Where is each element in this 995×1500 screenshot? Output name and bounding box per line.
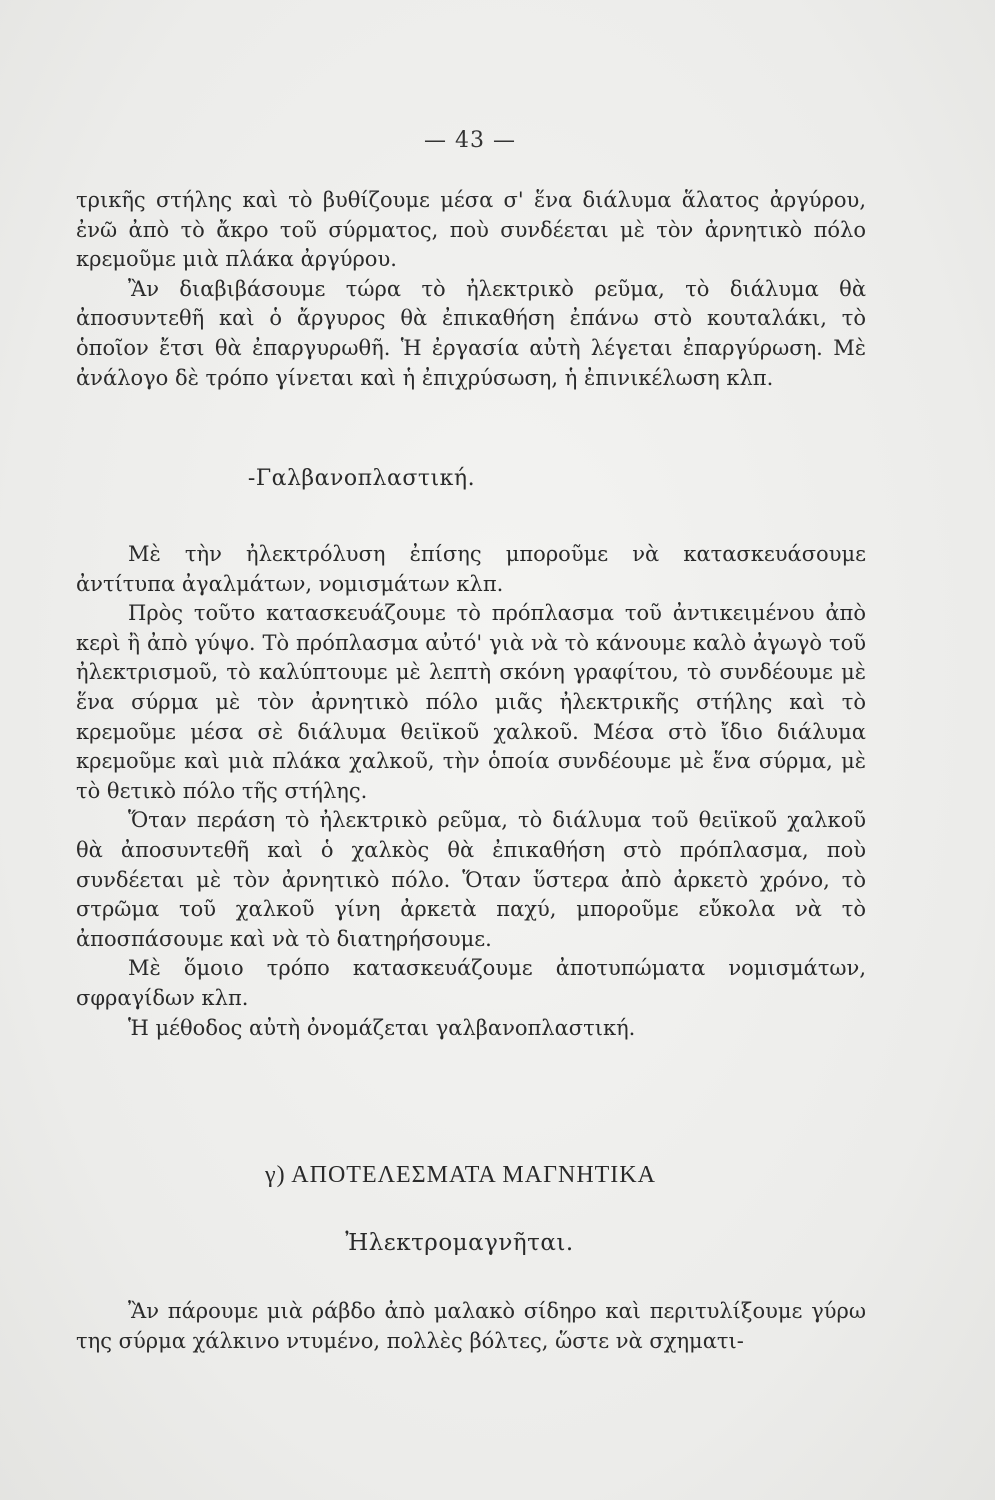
page-number: — 43 — [424, 128, 516, 153]
magnetic-effects-heading: γ) ΑΠΟΤΕΛΕΣΜΑΤΑ ΜΑΓΝΗΤΙΚΑ [265, 1162, 656, 1188]
galvano-method-paragraph: Ἡ μέθοδος αὐτὴ ὀνομάζεται γαλβανοπλαστική. [128, 1015, 636, 1040]
galvanoplasty-text-block [76, 540, 866, 1043]
galvano-coins-paragraph: Μὲ ὅμοιο τρόπο κατασκευάζουμε ἀποτυπώματα νομισμάτων, σφραγίδων κλπ. [76, 956, 866, 1010]
galvano-intro-paragraph: Μὲ τὴν ἠλεκτρόλυση ἐπίσης μποροῦμε νὰ κατασκευάσουμε ἀντίτυπα ἀγαλμάτων, νομισμάτων κλπ. [76, 542, 866, 596]
electromagnets-heading: Ἠλεκτρομαγνῆται. [345, 1230, 574, 1256]
continued-paragraph: τρικῆς στήλης καὶ τὸ βυθίζουμε μέσα σ' ἕνα διάλυμα ἅλατος ἀργύρου, ἐνῶ ἀπὸ τὸ ἄκρο τοῦ σύρματος, ποὺ συνδέεται μὲ τὸν ἀρνητικὸ πόλο κρεμοῦμε μιὰ πλάκα ἀργύρου. [76, 188, 866, 272]
electromagnets-text-block [76, 1297, 866, 1356]
electromagnets-paragraph: Ἂν πάρουμε μιὰ ράβδο ἀπὸ μαλακὸ σίδηρο καὶ περιτυλίξουμε γύρω της σύρμα χάλκινο ντυμένο, πολλὲς βόλτες, ὥστε νὰ σχηματι- [76, 1299, 866, 1353]
galvanoplasty-heading: -Γαλβανοπλαστική. [247, 466, 476, 491]
galvano-current-paragraph: Ὅταν περάση τὸ ἠλεκτρικὸ ρεῦμα, τὸ διάλυμα τοῦ θειϊκοῦ χαλκοῦ θὰ ἀποσυντεθῆ καὶ ὁ χαλκὸς θὰ ἐπικαθήση στὸ πρόπλασμα, ποὺ συνδέεται μὲ τὸν ἀρνητικὸ πόλο. Ὅταν ὕστερα ἀπὸ ἀρκετὸ χρόνο, τὸ στρῶμα τοῦ χαλκοῦ γίνη ἀρκετὰ παχύ, μποροῦμε εὔκολα νὰ τὸ ἀποσπάσουμε καὶ νὰ τὸ διατηρήσουμε. [76, 808, 866, 951]
silver-plating-paragraph: Ἂν διαβιβάσουμε τώρα τὸ ἠλεκτρικὸ ρεῦμα, τὸ διάλυμα θὰ ἀποσυντεθῆ καὶ ὁ ἄργυρος θὰ ἐπικαθήση ἐπάνω στὸ κουταλάκι, τὸ ὁποῖον ἔτσι θὰ ἐπαργυρωθῆ. Ἡ ἐργασία αὐτὴ λέγεται ἐπαργύρωση. Μὲ ἀνάλογο δὲ τρόπο γίνεται καὶ ἡ ἐπιχρύσωση, ἡ ἐπινικέλωση κλπ. [76, 276, 866, 390]
opening-text-block [76, 186, 866, 393]
galvano-mold-paragraph: Πρὸς τοῦτο κατασκευάζουμε τὸ πρόπλασμα τοῦ ἀντικειμένου ἀπὸ κερὶ ἢ ἀπὸ γύψο. Τὸ πρόπλασμα αὐτό' γιὰ νὰ τὸ κάνουμε καλὸ ἀγωγὸ τοῦ ἠλεκτρισμοῦ, τὸ καλύπτουμε μὲ λεπτὴ σκόνη γραφίτου, τὸ συνδέουμε μὲ ἕνα σύρμα μὲ τὸν ἀρνητικὸ πόλο μιᾶς ἠλεκτρικῆς στήλης καὶ τὸ κρεμοῦμε μέσα σὲ διάλυμα θειϊκοῦ χαλκοῦ. Μέσα στὸ ἴδιο διάλυμα κρεμοῦμε καὶ μιὰ πλάκα χαλκοῦ, τὴν ὁποία συνδέουμε μὲ ἕνα σύρμα, μὲ τὸ θετικὸ πόλο τῆς στήλης. [76, 601, 866, 803]
